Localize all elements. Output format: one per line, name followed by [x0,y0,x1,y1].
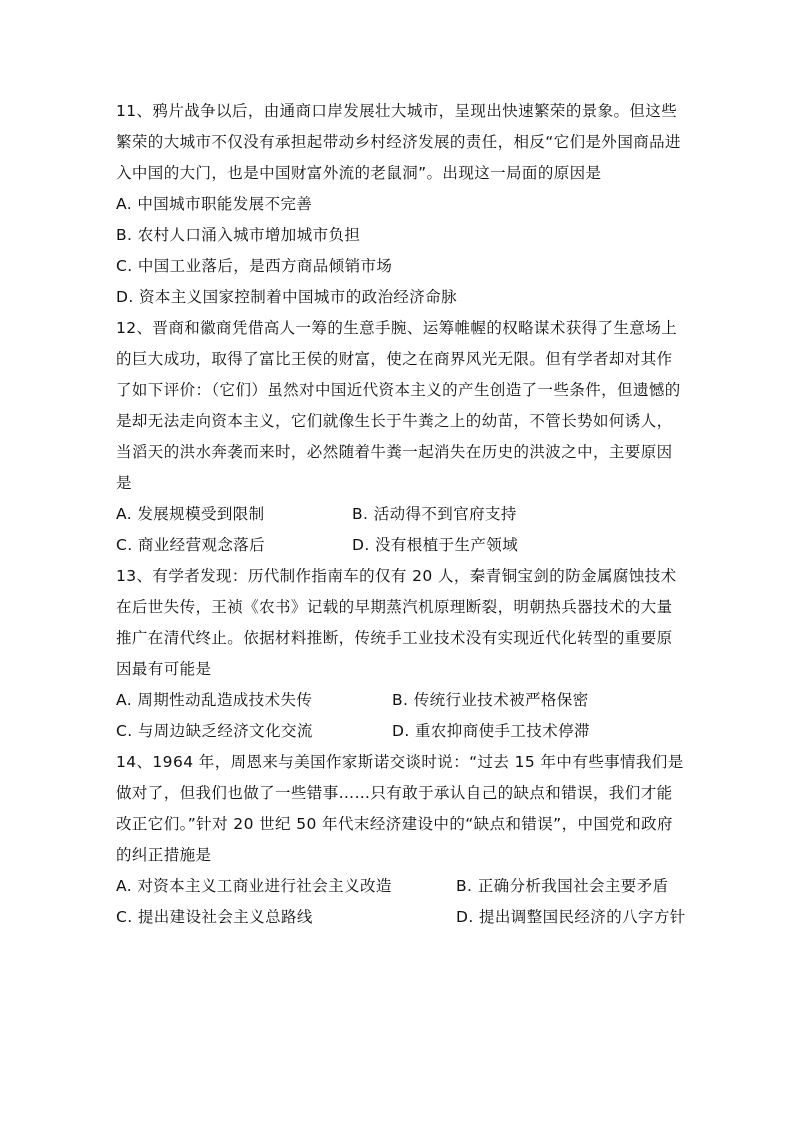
option-d: D. 重农抑商使手工技术停滞 [392,722,590,740]
option-b: B. 活动得不到官府支持 [352,505,517,523]
option-d: D. 没有根植于生产领域 [352,536,519,554]
question-stem: 11、鸦片战争以后，由通商口岸发展壮大城市，呈现出快速繁荣的景象。但这些繁荣的大城市不仅没有承担起带动乡村经济发展的责任，相反“它们是外国商品进入中国的大门，也是中国财富外流的老鼠洞”。出现这一局面的原因是 [116,102,681,182]
option-c: C. 提出建设社会主义总路线 [116,908,313,926]
option-a: A. 周期性动乱造成技术失传 [116,691,313,709]
option-row [116,530,686,561]
option-a: A. 中国城市职能发展不完善 [116,195,313,213]
option-c: C. 商业经营观念落后 [116,536,266,554]
option-row [116,902,686,933]
option-d: D. 资本主义国家控制着中国城市的政治经济命脉 [116,288,457,306]
question-stem: 13、有学者发现：历代制作指南车的仅有 20 人，秦青铜宝剑的防金属腐蚀技术在后世失传，王祯《农书》记载的早期蒸汽机原理断裂，明朝热兵器技术的大量推广在清代终止。依据材料推断，传统手工业技术没有实现近代化转型的重要原因最有可能是 [116,567,677,678]
question-stem: 14、1964 年，周恩来与美国作家斯诺交谈时说：“过去 15 年中有些事情我们是做对了，但我们也做了一些错事……只有敢于承认自己的缺点和错误，我们才能改正它们。”针对 20 世纪 50 年代末经济建设中的“缺点和错误”，中国党和政府的纠正措施是 [116,753,684,864]
option-row [116,685,686,716]
option-b: B. 农村人口涌入城市增加城市负担 [116,226,361,244]
option-row [116,871,686,902]
option-d: D. 提出调整国民经济的八字方针 [456,908,686,926]
option-a: A. 发展规模受到限制 [116,505,265,523]
question-14 [116,747,686,933]
question-12 [116,313,686,561]
option-c: C. 中国工业落后，是西方商品倾销市场 [116,257,393,275]
question-list [116,96,686,933]
option-b: B. 传统行业技术被严格保密 [392,691,589,709]
option-row [116,499,686,530]
question-11 [116,96,686,313]
option-c: C. 与周边缺乏经济文化交流 [116,722,313,740]
option-b: B. 正确分析我国社会主要矛盾 [456,877,669,895]
option-a: A. 对资本主义工商业进行社会主义改造 [116,877,392,895]
option-row [116,716,686,747]
question-13 [116,561,686,747]
question-stem: 12、晋商和徽商凭借高人一筹的生意手腕、运筹帷幄的权略谋术获得了生意场上的巨大成功，取得了富比王侯的财富，使之在商界风光无限。但有学者却对其作了如下评价：（它们）虽然对中国近代资本主义的产生创造了一些条件，但遗憾的是却无法走向资本主义，它们就像生长于牛粪之上的幼苗，不管长势如何诱人，当滔天的洪水奔袭而来时，必然随着牛粪一起消失在历史的洪波之中，主要原因是 [116,319,681,492]
